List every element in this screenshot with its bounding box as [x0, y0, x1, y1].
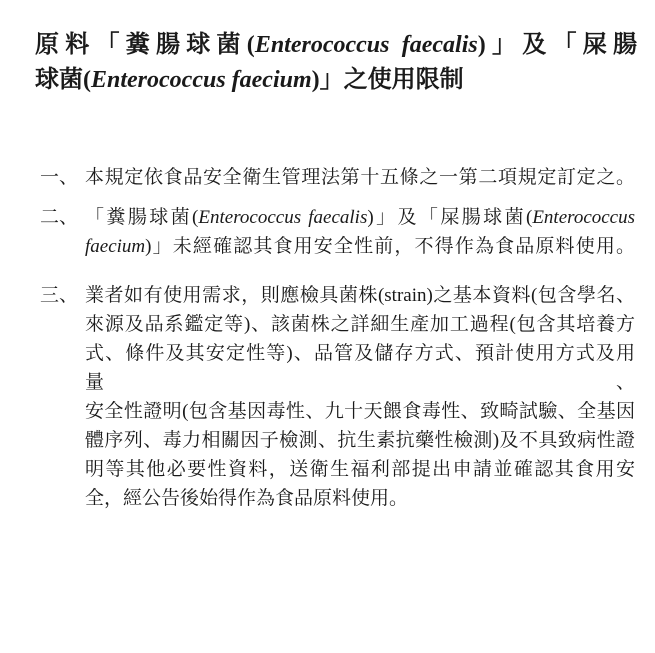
body-text-line: [85, 281, 635, 310]
body-text-line: [85, 232, 635, 261]
species-name-latin: Enterococcus faecalis: [254, 32, 478, 58]
text-segment: )」及「屎腸球菌(: [367, 207, 533, 228]
body-text-line: [85, 339, 635, 397]
title-line: [35, 28, 637, 63]
body-text-line: [85, 426, 635, 455]
text-segment: 來源及品系鑑定等)、該菌株之詳細生產加工過程(包含其培養方: [85, 314, 635, 335]
body-text-line: [85, 455, 635, 484]
text-segment: 全，經公告後始得作為食品原料使用。: [85, 488, 409, 509]
text-segment: 原料「糞腸球菌(: [35, 32, 255, 58]
document-title: [35, 28, 637, 98]
body-text-line: [85, 397, 635, 426]
article-item-1: [40, 163, 635, 192]
title-line: [35, 63, 637, 98]
body-text-line: [85, 163, 635, 192]
text-segment: )」未經確認其食用安全性前，不得作為食品原料使用。: [145, 236, 635, 257]
text-segment: 「糞腸球菌(: [85, 207, 199, 228]
article-item-2: [40, 203, 635, 261]
article-number-marker: 二、: [40, 207, 79, 228]
text-segment: 式、條件及其安定性等)、品管及儲存方式、預計使用方式及用量、: [85, 343, 635, 393]
article-number-marker: 一、: [40, 167, 79, 188]
text-segment: )」及「屎腸: [477, 32, 638, 58]
species-name-latin: Enterococcus faecium: [91, 67, 312, 93]
text-segment: )」之使用限制: [311, 67, 464, 93]
article-number-marker: 三、: [40, 285, 79, 306]
text-segment: 業者如有使用需求，則應檢具菌株(strain)之基本資料(包含學名、: [85, 285, 635, 306]
article-list: [40, 163, 635, 513]
body-text-line: [85, 310, 635, 339]
document-page: [0, 28, 655, 653]
species-name-latin: faecium: [85, 236, 146, 257]
text-segment: 明等其他必要性資料，送衛生福利部提出申請並確認其食用安: [85, 459, 635, 480]
species-name-latin: Enterococcus faecalis: [198, 207, 368, 228]
text-segment: 安全性證明(包含基因毒性、九十天餵食毒性、致畸試驗、全基因: [85, 401, 635, 422]
body-text-line: [85, 484, 635, 513]
text-segment: 本規定依食品安全衛生管理法第十五條之一第二項規定訂定之。: [85, 167, 635, 188]
species-name-latin: Enterococcus: [532, 207, 636, 228]
text-segment: 體序列、毒力相關因子檢測、抗生素抗藥性檢測)及不具致病性證: [85, 430, 635, 451]
body-text-line: [85, 203, 635, 232]
article-item-3: [40, 281, 635, 513]
text-segment: 球菌(: [35, 67, 91, 93]
